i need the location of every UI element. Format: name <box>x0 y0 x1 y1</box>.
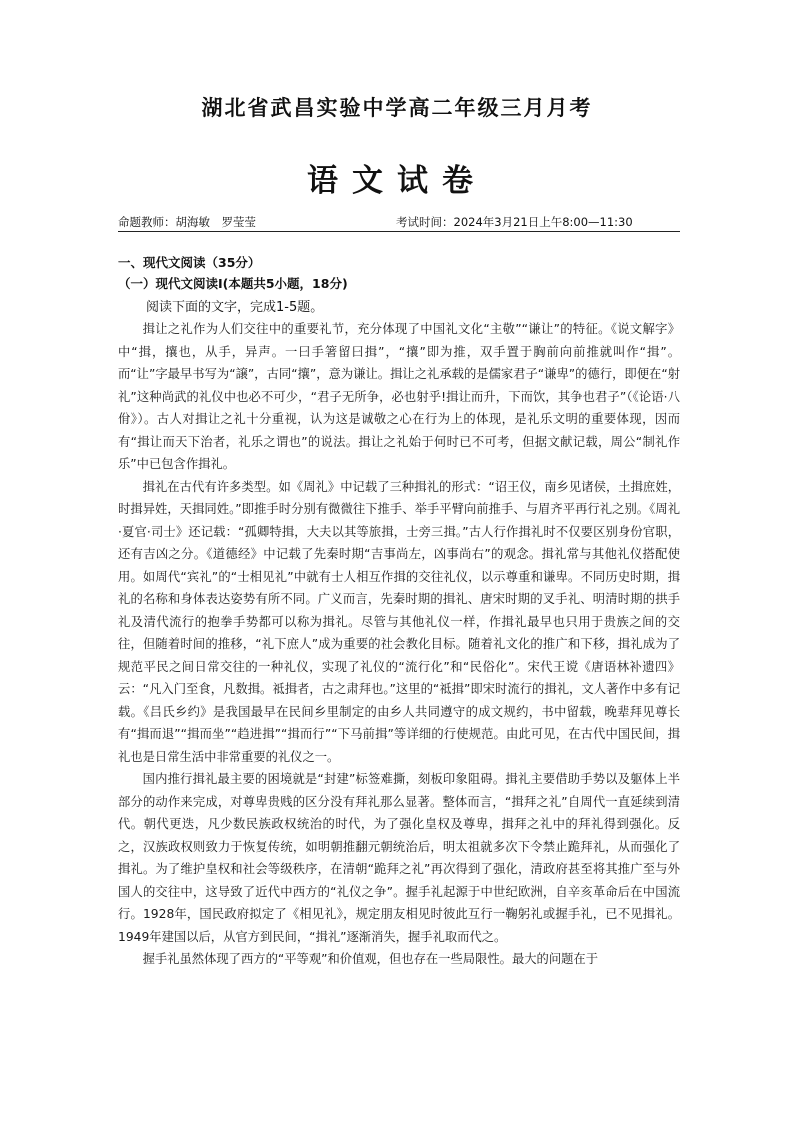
exam-meta-row <box>118 214 680 232</box>
exam-time-label: 考试时间：2024年3月21日上午8:00—11:30 <box>396 215 633 229</box>
header-divider <box>118 231 680 232</box>
passage-paragraph-3: 国内推行揖礼最主要的困境就是“封建”标签难撕，刻板印象阻碍。揖礼主要借助手势以及躯体上半部分的动作来完成，对尊卑贵贱的区分没有拜礼那么显著。整体而言，“揖拜之礼”自周代一直延续到清代。朝代更迭，凡少数民族政权统治的时代，为了强化皇权及尊卑，揖拜之礼中的拜礼得到强化。反之，汉族政权则致力于恢复传统，如明朝推翻元朝统治后，明太祖就多次下令禁止跪拜礼，从而强化了揖礼。为了维护皇权和社会等级秩序，在清朝“跪拜之礼”再次得到了强化，清政府甚至将其推广至与外国人的交往中，这导致了近代中西方的“礼仪之争”。握手礼起源于中世纪欧洲，自辛亥革命后在中国流行。1928年，国民政府拟定了《相见礼》，规定朋友相见时彼此互行一鞠躬礼或握手礼，已不见揖礼。1949年建国以后，从官方到民间，“揖礼”逐渐消失，握手礼取而代之。 <box>118 772 680 944</box>
sub-section-heading: （一）现代文阅读Ⅰ(本题共5小题，18分) <box>118 276 348 291</box>
passage-paragraph-4: 握手礼虽然体现了西方的“平等观”和价值观，但也存在一些局限性。最大的问题在于 <box>142 952 599 966</box>
reading-instruction: 阅读下面的文字，完成1-5题。 <box>146 300 324 315</box>
passage-paragraph-2: 揖礼在古代有许多类型。如《周礼》中记载了三种揖礼的形式：“诏王仪，南乡见诸侯，土揖庶姓，时揖异姓，天揖同姓。”即推手时分别有微微往下推手、举手平臂向前推手、与眉齐平再行礼之别。《周礼·夏官·司士》还记载：“孤卿特揖，大夫以其等旅揖，士旁三揖。”古人行作揖礼时不仅要区别身份官职，还有吉凶之分。《道德经》中记载了先秦时期“吉事尚左，凶事尚右”的观念。揖礼常与其他礼仪搭配使用。如周代“宾礼”的“士相见礼”中就有士人相互作揖的交往礼仪，以示尊重和谦卑。不同历史时期，揖礼的名称和身体表达姿势有所不同。广义而言，先秦时期的揖礼、唐宋时期的叉手礼、明清时期的拱手礼及清代流行的抱拳手势都可以称为揖礼。尽管与其他礼仪一样，作揖礼最早也只用于贵族之间的交往，但随着时间的推移，“礼下庶人”成为重要的社会教化目标。随着礼文化的推广和下移，揖礼成为了规范平民之间日常交往的一种礼仪，实现了礼仪的“流行化”和“民俗化”。宋代王谠《唐语林补遗四》云：“凡入门至食，凡数揖。祗揖者，古之肃拜也。”这里的“祗揖”即宋时流行的揖礼，文人著作中多有记载。《吕氏乡约》是我国最早在民间乡里制定的由乡人共同遵守的成文规约，书中留载，晚辈拜见尊长有“揖而退”“揖而坐”“趋进揖”“揖而行”“下马前揖”等详细的行使规范。由此可见，在古代中国民间，揖礼也是日常生活中非常重要的礼仪之一。 <box>118 479 680 764</box>
school-title: 湖北省武昌实验中学高二年级三月月考 <box>201 95 593 120</box>
teachers-label: 命题教师：胡海敏 罗莹莹 <box>118 215 256 229</box>
section-heading: 一、现代文阅读（35分） <box>118 255 261 270</box>
reading-passage <box>118 318 680 971</box>
passage-paragraph-1: 揖让之礼作为人们交往中的重要礼节，充分体现了中国礼文化“主敬”“谦让”的特征。《说文解字》中“揖，攘也，从手，异声。一曰手箸留曰揖”，“攘”即为推，双手置于胸前向前推就叫作“揖”。而“让”字最早书写为“譲”，古同“攘”，意为谦让。揖让之礼承载的是儒家君子“谦卑”的德行，即便在“射礼”这种尚武的礼仪中也必不可少，“君子无所争，必也射乎!揖让而升，下而饮，其争也君子”（《论语·八佾》）。古人对揖让之礼十分重视，认为这是诚敬之心在行为上的体现，是礼乐文明的重要体现，因而有“揖让而天下治者，礼乐之谓也”的说法。揖让之礼始于何时已不可考，但据文献记载，周公“制礼作乐”中已包含作揖礼。 <box>118 322 680 471</box>
paper-title: 语文试卷 <box>307 163 487 199</box>
